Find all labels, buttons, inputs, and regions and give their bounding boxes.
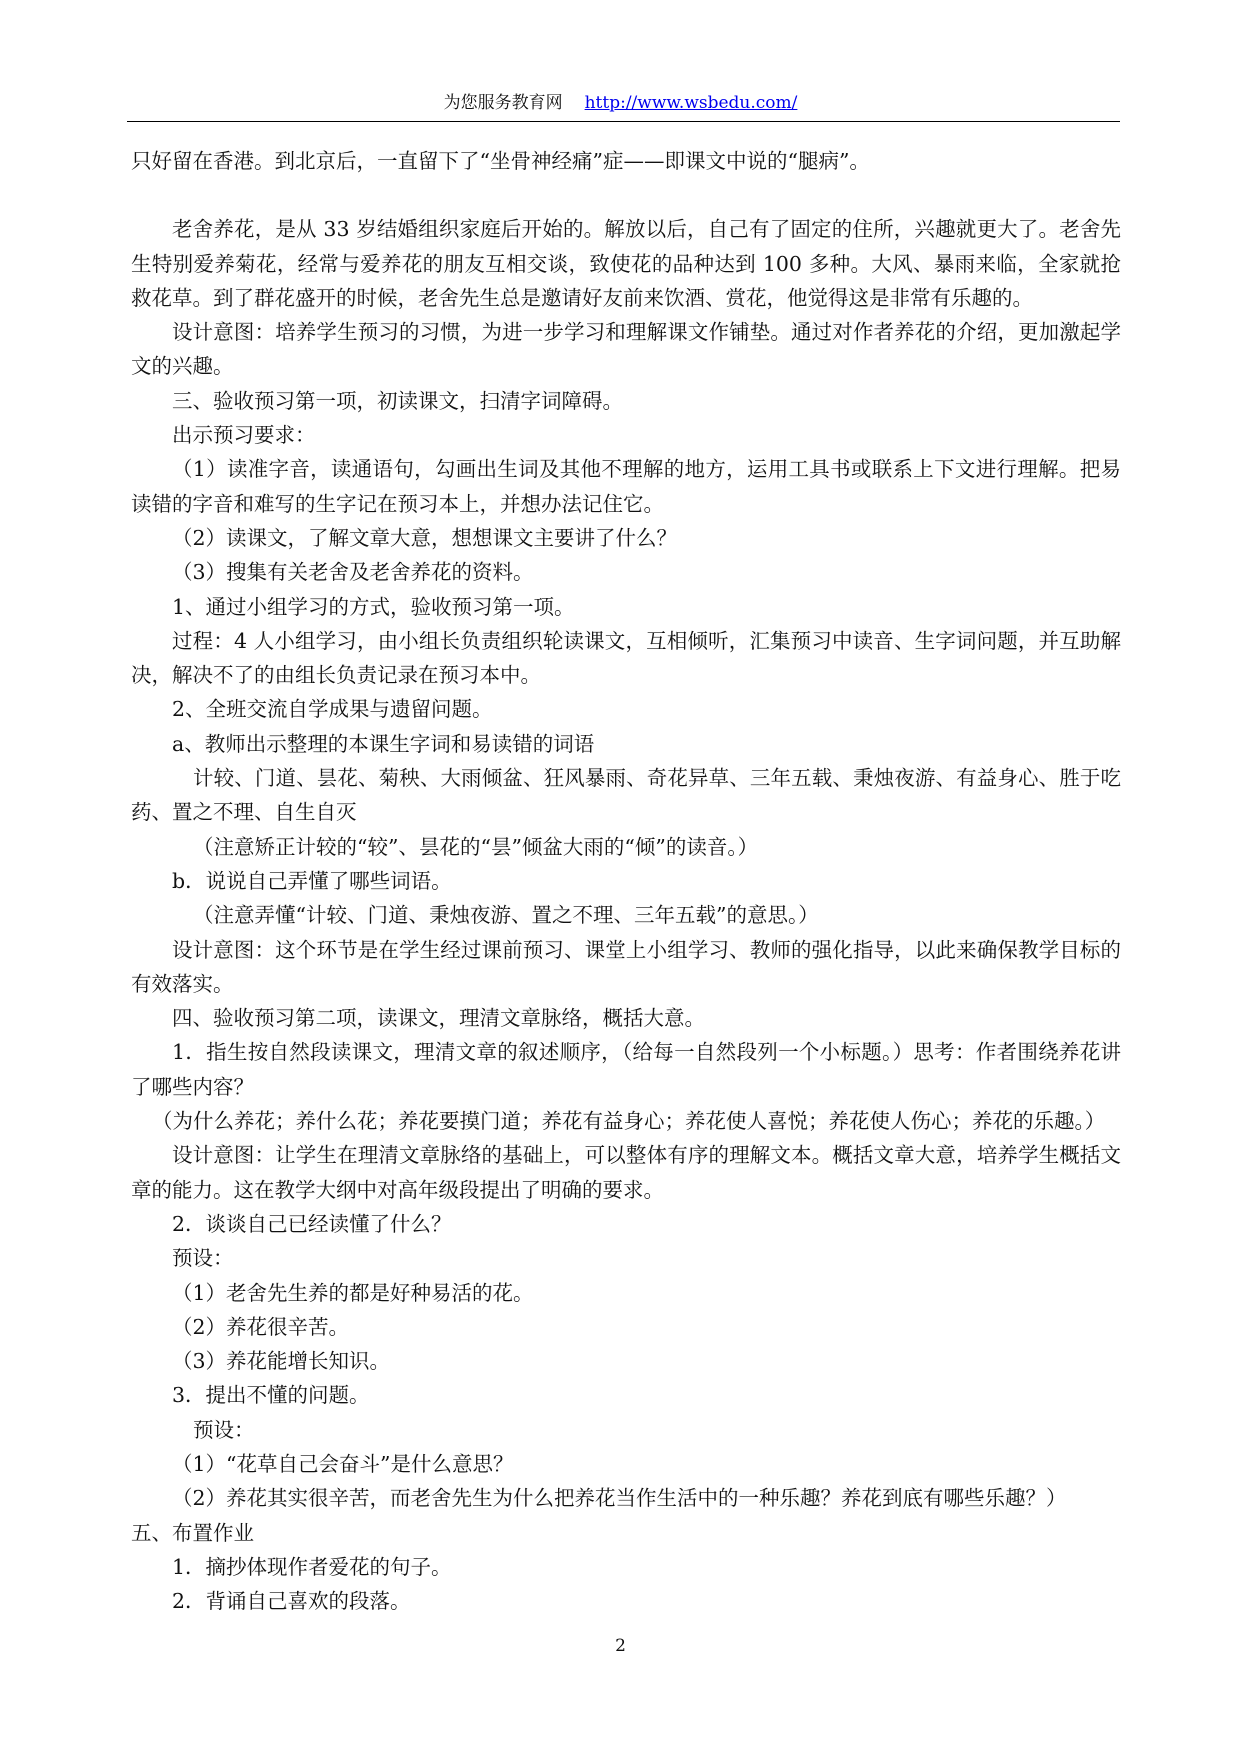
section-heading: 三、验收预习第一项，初读课文，扫清字词障碍。 (172, 388, 623, 413)
paragraph: 过程：4 人小组学习，由小组长负责组织轮读课文，互相倾听，汇集预习中读音、生字词问题，并互助解决，解决不了的由组长负责记录在预习本中。 (131, 628, 1121, 688)
paragraph: 设计意图：让学生在理清文章脉络的基础上，可以整体有序的理解文本。概括文章大意，培养学生概括文章的能力。这在教学大纲中对高年级段提出了明确的要求。 (131, 1143, 1121, 1202)
word-list: 计较、门道、昙花、菊秧、大雨倾盆、狂风暴雨、奇花异草、三年五载、秉烛夜游、有益身心、胜于吃药、置之不理、自生自灭 (131, 766, 1121, 825)
paragraph: b．说说自己弄懂了哪些词语。 (172, 868, 452, 893)
paragraph: 设计意图：培养学生预习的习惯，为进一步学习和理解课文作铺垫。通过对作者养花的介绍，更加激起学文的兴趣。 (131, 320, 1121, 379)
list-item: 2．背诵自己喜欢的段落。 (172, 1589, 411, 1614)
list-item: （3）搜集有关老舍及老舍养花的资料。 (172, 560, 534, 585)
paragraph: 1．指生按自然段读课文，理清文章的叙述顺序，（给每一自然段列一个小标题。）思考：作者围绕养花讲了哪些内容？ (131, 1040, 1121, 1099)
section-heading: 五、布置作业 (131, 1520, 254, 1545)
site-name: 为您服务教育网 (443, 93, 563, 113)
paragraph: （为什么养花；养什么花；养花要摸门道；养花有益身心；养花使人喜悦；养花使人伤心；养花的乐趣。） (152, 1109, 1106, 1134)
list-item: （2）读课文，了解文章大意，想想课文主要讲了什么？ (172, 525, 678, 550)
note: （注意矫正计较的“较”、昙花的“昙”倾盆大雨的“倾”的读音。） (193, 834, 759, 859)
section-heading: 四、验收预习第二项，读课文，理清文章脉络，概括大意。 (172, 1006, 705, 1031)
paragraph: 设计意图：这个环节是在学生经过课前预习、课堂上小组学习、教师的强化指导，以此来确保教学目标的有效落实。 (131, 937, 1121, 996)
header-divider (127, 121, 1120, 122)
paragraph: 3．提出不懂的问题。 (172, 1383, 370, 1408)
paragraph: a、教师出示整理的本课生字词和易读错的词语 (172, 731, 595, 756)
paragraph: 1、通过小组学习的方式，验收预习第一项。 (172, 594, 575, 619)
blank-line (131, 178, 1121, 212)
list-item: （1）读准字音，读通语句，勾画出生词及其他不理解的地方，运用工具书或联系上下文进行理解。把易读错的字音和难写的生字记在预习本上，并想办法记住它。 (131, 457, 1121, 516)
page-header (0, 92, 1241, 114)
site-link[interactable]: http://www.wsbedu.com/ (584, 93, 798, 113)
note: （注意弄懂“计较、门道、秉烛夜游、置之不理、三年五载”的意思。） (193, 903, 819, 928)
paragraph: 2、全班交流自学成果与遗留问题。 (172, 697, 493, 722)
paragraph: 老舍养花，是从 33 岁结婚组织家庭后开始的。解放以后，自己有了固定的住所，兴趣就更大了。老舍先生特别爱养菊花，经常与爱养花的朋友互相交谈，致使花的品种达到 100 多种。大风、暴雨来临，全家就抢救花草。到了群花盛开的时候，老舍先生总是邀请好友前来饮酒、赏花，他觉得这是非常有乐趣的。 (131, 217, 1121, 310)
list-item: （3）养花能增长知识。 (172, 1349, 391, 1374)
page-number: 2 (615, 1636, 626, 1656)
paragraph: 预设： (193, 1417, 255, 1442)
paragraph: 2．谈谈自己已经读懂了什么？ (172, 1211, 452, 1236)
list-item: （2）养花其实很辛苦，而老舍先生为什么把养花当作生活中的一种乐趣？养花到底有哪些乐趣？） (172, 1486, 1067, 1511)
paragraph: 只好留在香港。到北京后，一直留下了“坐骨神经痛”症——即课文中说的“腿病”。 (131, 149, 870, 173)
paragraph: 出示预习要求： (172, 423, 316, 448)
list-item: （1）“花草自己会奋斗”是什么意思？ (172, 1451, 514, 1476)
list-item: 1．摘抄体现作者爱花的句子。 (172, 1554, 452, 1579)
list-item: （2）养花很辛苦。 (172, 1314, 350, 1339)
document-body (131, 144, 1121, 1618)
list-item: （1）老舍先生养的都是好种易活的花。 (172, 1280, 534, 1305)
paragraph: 预设： (172, 1246, 234, 1271)
